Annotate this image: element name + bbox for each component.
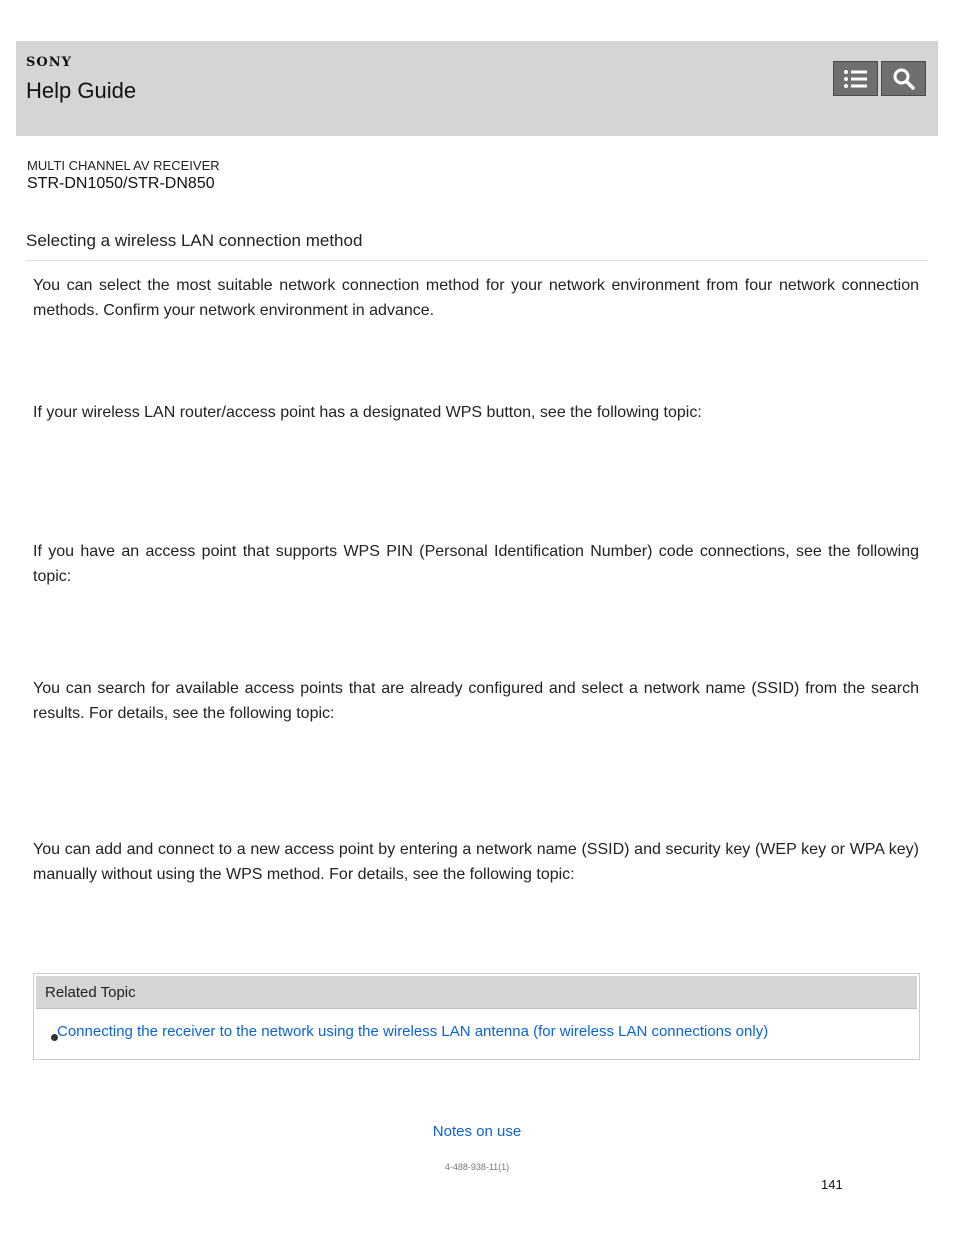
table-of-contents-button[interactable]	[833, 61, 878, 96]
search-icon	[892, 67, 916, 91]
related-topic-header	[36, 976, 917, 1009]
help-guide-title: Help Guide	[26, 78, 137, 103]
header-bar	[16, 41, 938, 136]
manual-registration-paragraph: You can add and connect to a new access point by entering a network name (SSID) and security key (WEP key or WPA key) manually without using the WPS method. For details, see the following topic:	[33, 841, 919, 883]
related-topic-link[interactable]: Connecting the receiver to the network using the wireless LAN antenna (for wireless LAN connections only)	[57, 1023, 769, 1040]
title-divider	[26, 260, 928, 261]
document-code: 4-488-938-11(1)	[444, 1162, 510, 1172]
wps-button-paragraph: If your wireless LAN router/access point has a designated WPS button, see the following topic:	[33, 404, 702, 421]
product-category: MULTI CHANNEL AV RECEIVER	[27, 158, 220, 173]
related-topic-heading: Related Topic	[45, 984, 136, 1001]
access-point-search-paragraph: You can search for available access points that are already configured and select a network name (SSID) from the search results. For details, see the following topic:	[33, 680, 919, 722]
page-title: Selecting a wireless LAN connection method	[26, 231, 363, 250]
intro-paragraph: You can select the most suitable network connection method for your network environment from four network connection methods. Confirm your network environment in advance.	[33, 277, 919, 319]
sony-logo: SONY	[26, 55, 72, 70]
search-button[interactable]	[881, 61, 926, 96]
wps-pin-paragraph: If you have an access point that supports WPS PIN (Personal Identification Number) code connections, see the following topic:	[33, 543, 919, 585]
related-topic-box	[33, 973, 920, 1060]
page-number: 141	[821, 1177, 843, 1192]
notes-on-use-link[interactable]: Notes on use	[432, 1123, 522, 1140]
product-model: STR-DN1050/STR-DN850	[27, 175, 215, 192]
list-icon	[843, 68, 869, 90]
